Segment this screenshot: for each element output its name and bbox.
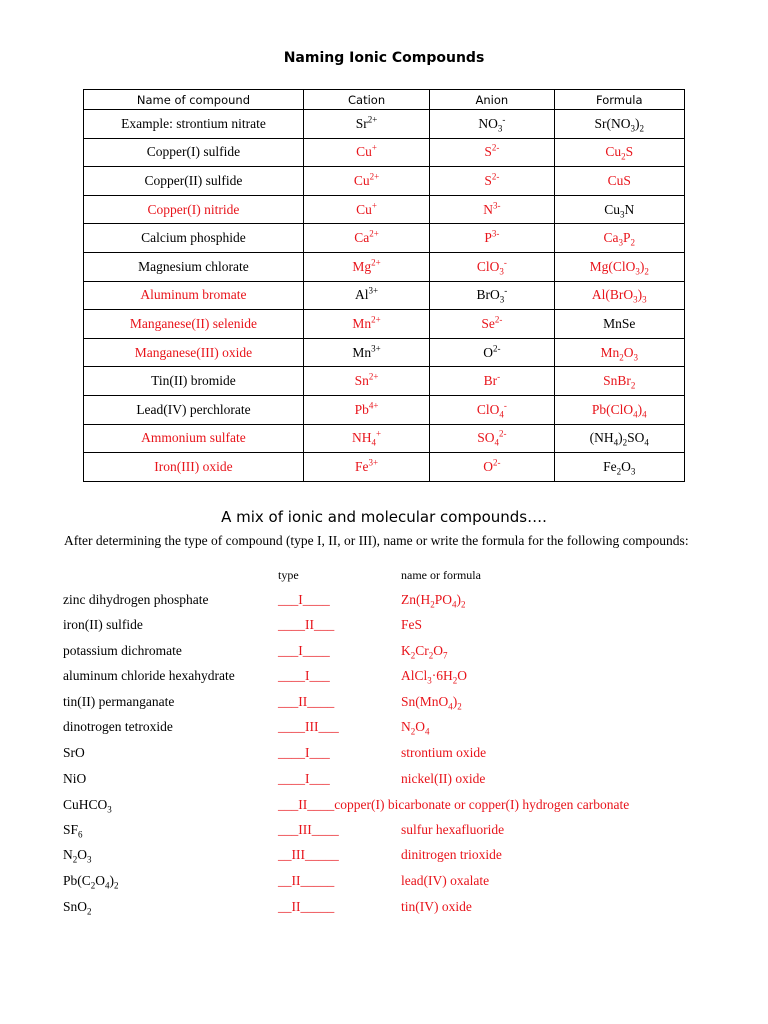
compound-name-cell: Manganese(III) oxide	[84, 338, 304, 367]
table-row	[84, 138, 685, 167]
type-answer: ____I___	[278, 745, 330, 760]
formula-cell: MnSe	[554, 310, 684, 339]
name-or-formula-answer: FeS	[401, 617, 423, 632]
list-item	[0, 771, 768, 795]
anion-cell: $N^{3-}$	[430, 195, 554, 224]
header-anion: Anion	[430, 90, 554, 110]
compound-prompt: CuHCO$_3$	[63, 797, 112, 815]
header-cation: Cation	[303, 90, 429, 110]
type-answer: ____I___	[278, 668, 330, 683]
list-item	[0, 592, 768, 616]
compound-name-cell: Copper(I) sulfide	[84, 138, 304, 167]
table-row	[84, 453, 685, 482]
formula-cell: $Ca_3P_2$	[554, 224, 684, 253]
compound-prompt: SnO$_2$	[63, 899, 92, 917]
table-row	[84, 167, 685, 196]
table-row	[84, 224, 685, 253]
compound-name-cell: Manganese(II) selenide	[84, 310, 304, 339]
cation-cell: Cu+	[303, 138, 429, 167]
formula-cell: $Fe_2O_3$	[554, 453, 684, 482]
anion-cell: $P^{3-}$	[430, 224, 554, 253]
formula-cell: $Mg(ClO_3)_2$	[554, 252, 684, 281]
compound-prompt: iron(II) sulfide	[63, 617, 143, 632]
ionic-compounds-table	[83, 89, 685, 482]
anion-cell: $SO_4^{2-}$	[430, 424, 554, 453]
type-answer: ____III___	[278, 719, 339, 734]
compound-prompt: tin(II) permanganate	[63, 694, 175, 709]
compound-prompt: NiO	[63, 771, 87, 786]
header-formula: Formula	[554, 90, 684, 110]
list-item	[0, 694, 768, 718]
section-title: A mix of ionic and molecular compounds….	[221, 508, 547, 526]
cation-cell: $Sr^{2+}$	[303, 110, 429, 139]
table-row	[84, 252, 685, 281]
list-item	[0, 668, 768, 692]
list-item	[0, 873, 768, 897]
name-or-formula-answer: tin(IV) oxide	[401, 899, 472, 914]
type-answer: ___I____	[278, 643, 330, 658]
compound-prompt: dinotrogen tetroxide	[63, 719, 173, 734]
compound-prompt: SrO	[63, 745, 85, 760]
name-or-formula-answer: lead(IV) oxalate	[401, 873, 490, 888]
anion-cell: ClO$_3$-	[430, 252, 554, 281]
cation-cell: $Fe^{3+}$	[303, 453, 429, 482]
table-row	[84, 281, 685, 310]
type-answer: ___III____	[278, 822, 339, 837]
cation-cell: $Sn^{2+}$	[303, 367, 429, 396]
type-answer: ___I____	[278, 592, 330, 607]
compound-prompt: potassium dichromate	[63, 643, 182, 658]
list-item	[0, 847, 768, 871]
formula-cell: $Sr(NO_3)_2$	[554, 110, 684, 139]
name-or-formula-answer: $N_2O_4$	[401, 719, 430, 737]
anion-cell: BrO$_3$-	[430, 281, 554, 310]
list-item	[0, 719, 768, 743]
table-row	[84, 195, 685, 224]
table-row	[84, 110, 685, 139]
name-or-formula-answer: dinitrogen trioxide	[401, 847, 502, 862]
compound-name-cell: Lead(IV) perchlorate	[84, 395, 304, 424]
anion-cell: $O^{2-}$	[430, 453, 554, 482]
compound-prompt: $SF_6$	[63, 822, 83, 840]
type-answer: __III_____	[278, 847, 339, 862]
type-answer: ___II____copper(I) bicarbonate or copper(I) hydrogen carbonate	[278, 797, 630, 812]
cation-cell: $Mn^{3+}$	[303, 338, 429, 367]
header-name: Name of compound	[84, 90, 304, 110]
list-item	[0, 745, 768, 769]
compound-prompt: $Pb(C_2O_4)_2$	[63, 873, 119, 891]
name-or-formula-answer: strontium oxide	[401, 745, 487, 760]
formula-cell: CuS	[554, 167, 684, 196]
list-item	[0, 899, 768, 923]
table-header-row	[84, 90, 685, 110]
cation-cell: Cu+	[303, 195, 429, 224]
formula-cell: $Mn_2O_3$	[554, 338, 684, 367]
cation-cell: $Pb^{4+}$	[303, 395, 429, 424]
compound-name-cell: Calcium phosphide	[84, 224, 304, 253]
table-row	[84, 395, 685, 424]
answer-column-label: name or formula	[401, 568, 481, 582]
compound-prompt: $N_2O_3$	[63, 847, 92, 865]
cation-cell: $Ca^{2+}$	[303, 224, 429, 253]
compound-prompt: zinc dihydrogen phosphate	[63, 592, 209, 607]
name-or-formula-answer: sulfur hexafluoride	[401, 822, 505, 837]
table-row	[84, 338, 685, 367]
cation-cell: $Mn^{2+}$	[303, 310, 429, 339]
formula-cell: $Cu_2S$	[554, 138, 684, 167]
cation-cell: $Al^{3+}$	[303, 281, 429, 310]
type-answer: ____II___	[278, 617, 335, 632]
compound-name-cell: Ammonium sulfate	[84, 424, 304, 453]
cation-cell: $Mg^{2+}$	[303, 252, 429, 281]
compound-name-cell: Iron(III) oxide	[84, 453, 304, 482]
list-item	[0, 617, 768, 641]
table-row	[84, 424, 685, 453]
type-answer: ___II____	[278, 694, 335, 709]
formula-cell: $Pb(ClO_4)_4$	[554, 395, 684, 424]
list-item	[0, 643, 768, 667]
cation-cell: $Cu^{2+}$	[303, 167, 429, 196]
name-or-formula-answer: $Sn(MnO_4)_2$	[401, 694, 462, 712]
compound-name-cell: Magnesium chlorate	[84, 252, 304, 281]
compound-name-cell: Tin(II) bromide	[84, 367, 304, 396]
table-row	[84, 367, 685, 396]
compound-name-cell: Aluminum bromate	[84, 281, 304, 310]
type-answer: __II_____	[278, 899, 335, 914]
formula-cell: $Al(BrO_3)_3$	[554, 281, 684, 310]
table-row	[84, 310, 685, 339]
compound-name-cell: Example: strontium nitrate	[84, 110, 304, 139]
anion-cell: $S^{2-}$	[430, 167, 554, 196]
name-or-formula-answer: nickel(II) oxide	[401, 771, 486, 786]
anion-cell: $O^{2-}$	[430, 338, 554, 367]
compound-prompt: aluminum chloride hexahydrate	[63, 668, 235, 683]
anion-cell: $Se^{2-}$	[430, 310, 554, 339]
compound-name-cell: Copper(II) sulfide	[84, 167, 304, 196]
instructions: After determining the type of compound (type I, II, or III), name or write the formula for the following compounds:	[64, 533, 689, 548]
anion-cell: ClO$_4$-	[430, 395, 554, 424]
anion-cell: $S^{2-}$	[430, 138, 554, 167]
name-or-formula-answer: $Zn(H_2PO_4)_2$	[401, 592, 466, 610]
list-item	[0, 822, 768, 846]
type-answer: __II_____	[278, 873, 335, 888]
compound-name-cell: Copper(I) nitride	[84, 195, 304, 224]
cation-cell: $NH_4^+$	[303, 424, 429, 453]
type-column-label: type	[278, 568, 299, 582]
formula-cell: SnBr$_2$	[554, 367, 684, 396]
anion-cell: Br-	[430, 367, 554, 396]
type-answer: ____I___	[278, 771, 330, 786]
page-title: Naming Ionic Compounds	[283, 50, 485, 66]
anion-cell: $NO_3^-$	[430, 110, 554, 139]
name-or-formula-answer: $K_2Cr_2O_7$	[401, 643, 448, 661]
name-or-formula-answer: $AlCl_3\cdot 6H_2O$	[401, 668, 468, 686]
formula-cell: $(NH_4)_2SO_4$	[554, 424, 684, 453]
formula-cell: $Cu_3N$	[554, 195, 684, 224]
list-item	[0, 797, 768, 821]
